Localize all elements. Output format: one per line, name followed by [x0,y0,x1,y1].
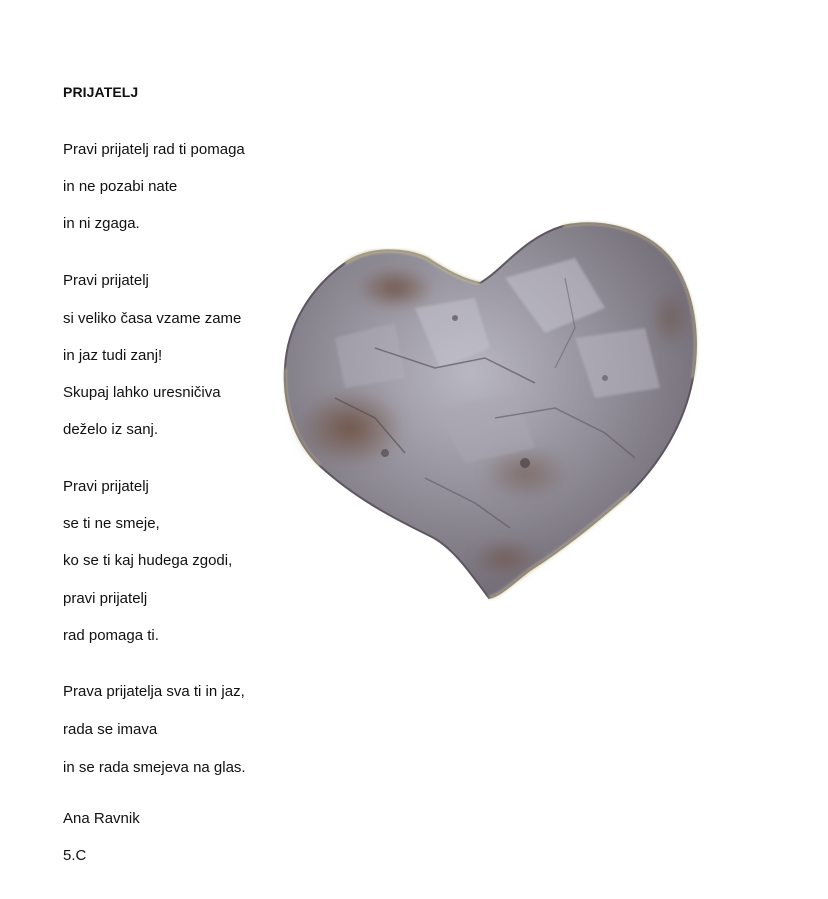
stanza-2-line-4: Skupaj lahko uresničiva [63,384,221,401]
stanza-3-line-2: se ti ne smeje, [63,515,160,532]
stanza-1-line-3: in ni zgaga. [63,215,140,232]
stanza-3-line-1: Pravi prijatelj [63,478,149,495]
stanza-2-line-3: in jaz tudi zanj! [63,347,163,364]
stanza-1-line-2: in ne pozabi nate [63,178,178,195]
stanza-4-line-3: in se rada smejeva na glas. [63,759,246,776]
author-name: Ana Ravnik [63,810,140,827]
stanza-2-line-1: Pravi prijatelj [63,272,149,289]
author-class: 5.C [63,847,87,864]
stanza-3-line-3: ko se ti kaj hudega zgodi, [63,552,233,569]
stone-heart-icon [275,218,705,608]
stanza-2-line-2: si veliko časa vzame zame [63,310,242,327]
stanza-4-line-2: rada se imava [63,721,158,738]
stanza-3-line-4: pravi prijatelj [63,590,148,607]
poem-title: PRIJATELJ [63,84,139,100]
stone-heart-illustration [275,218,705,608]
stanza-4-line-1: Prava prijatelja sva ti in jaz, [63,683,245,700]
stanza-2-line-5: deželo iz sanj. [63,421,159,438]
stanza-3-line-5: rad pomaga ti. [63,627,159,644]
stanza-1-line-1: Pravi prijatelj rad ti pomaga [63,141,245,158]
